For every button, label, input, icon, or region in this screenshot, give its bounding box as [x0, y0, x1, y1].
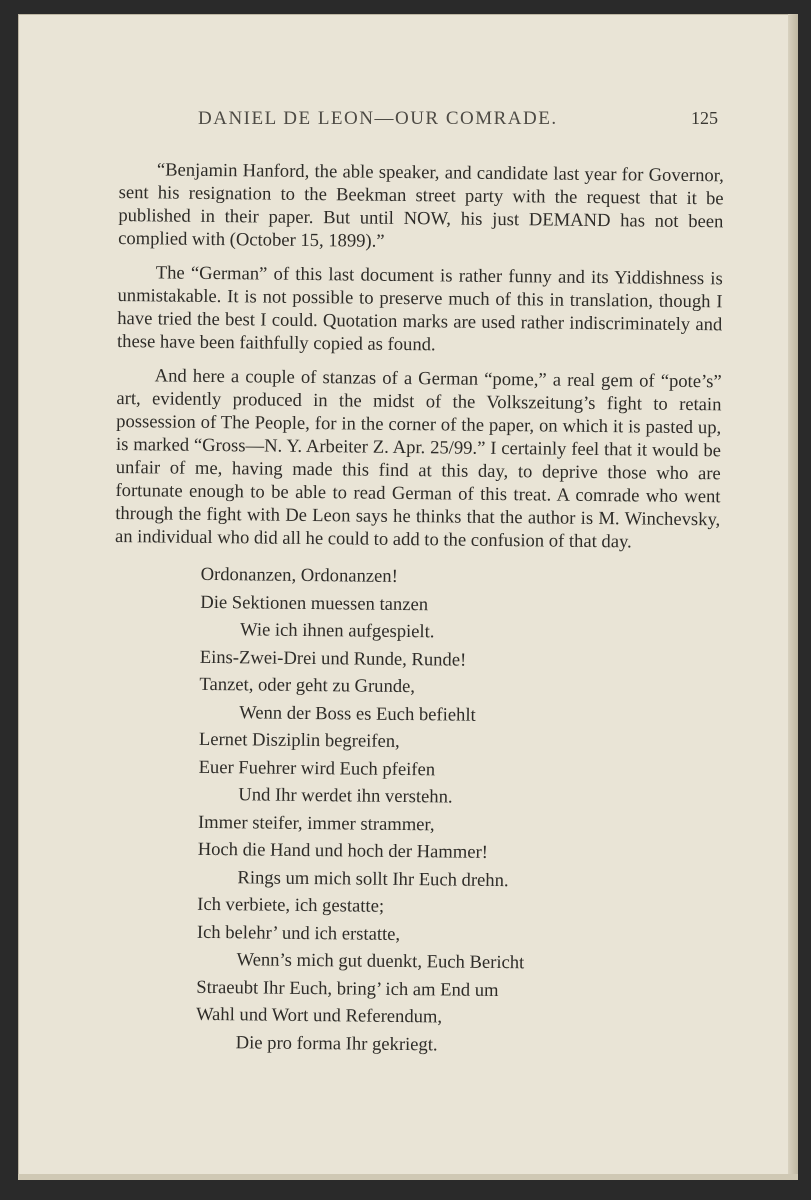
body-text [110, 158, 724, 1061]
poem-line: Rings um mich sollt Ihr Euch drehn. [237, 866, 509, 891]
poem-line: Lernet Disziplin begreifen, [198, 728, 400, 752]
poem-line: Hoch die Hand und hoch der Hammer! [197, 838, 489, 863]
poem-line: Straeubt Ihr Euch, bring’ ich am End um [196, 976, 499, 1001]
page-number: 125 [691, 108, 718, 128]
page-bottom-edge [18, 1174, 798, 1180]
page-edge [788, 14, 798, 1180]
poem-line: Die pro forma Ihr gekriegt. [235, 1031, 438, 1055]
paragraph-2: The “German” of this last document is rather funny and its Yiddishness is unmistakable. It is not possible to preserve much of this in translation, though I have tried the best I could. Quotation marks are used rather indiscriminately and these have been faithfully copied as found. [116, 262, 723, 356]
book-page [18, 14, 798, 1180]
poem-line: Wenn’s mich gut duenkt, Euch Bericht [236, 949, 525, 974]
poem-line: Und Ihr werdet ihn verstehn. [238, 784, 453, 808]
poem-line: Eins-Zwei-Drei und Runde, Runde! [199, 646, 467, 671]
poem-line: Wahl und Wort und Referendum, [195, 1003, 443, 1028]
poem-line: Euer Fuehrer wird Euch pfeifen [198, 756, 436, 780]
poem-line: Wenn der Boss es Euch befiehlt [239, 701, 476, 726]
paragraph-1: “Benjamin Hanford, the able speaker, and candidate last year for Governor, sent his resignation to the Beekman street party with the request that it be published in their paper. But until NOW, his just DEMAND has not been complied with (October 15, 1899).” [118, 159, 724, 252]
poem-line: Wie ich ihnen aufgespielt. [239, 619, 435, 643]
poem [110, 560, 720, 1061]
paragraph-3: And here a couple of stanzas of a German “pome,” a real gem of “pote’s” art, evidently produced in the midst of the Volkszeitung’s fight to retain possession of The People, for in the corner of the paper, on which it is pasted up, is marked “Gross—N. Y. Arbeiter Z. Apr. 25/99.” I certainly feel that it would be unfair of me, having made this find at this day, to deprive those who are fortunate enough to be able to read German of this treat. A comrade who went through the fight with De Leon says he thinks that the author is M. Winchevsky, an individual who did all he could to add to the confusion of that day. [114, 365, 722, 553]
poem-line: Immer steifer, immer strammer, [197, 811, 435, 835]
poem-line: Ich verbiete, ich gestatte; [197, 893, 385, 917]
running-title: DANIEL DE LEON—OUR COMRADE. [198, 108, 558, 129]
running-header [198, 108, 718, 130]
poem-line: Tanzet, oder geht zu Grunde, [199, 673, 416, 698]
poem-line: Ordonanzen, Ordonanzen! [200, 563, 398, 587]
poem-line: Ich belehr’ und ich erstatte, [196, 921, 401, 945]
poem-line: Die Sektionen muessen tanzen [200, 591, 429, 615]
